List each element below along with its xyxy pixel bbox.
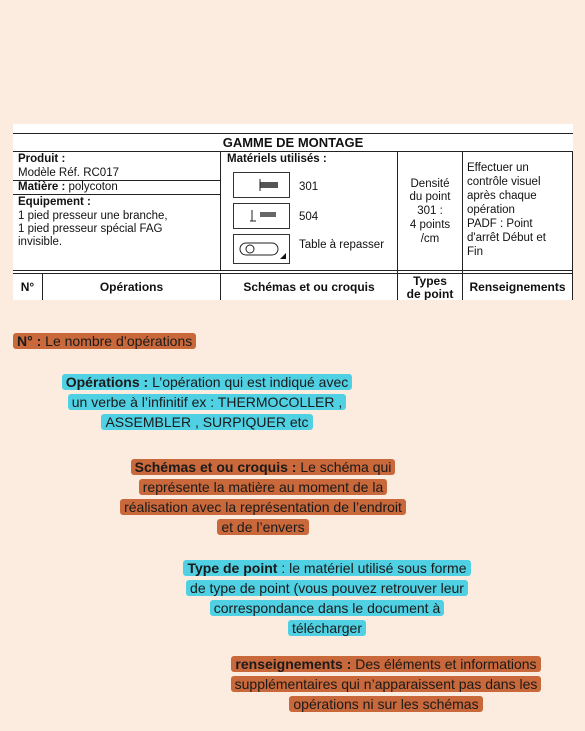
explanation-no xyxy=(13,331,196,351)
term-no: N° : xyxy=(17,333,42,349)
effectuer-line: contrôle visuel xyxy=(467,176,541,188)
densite-line: /cm xyxy=(420,233,440,245)
explanation-line: L’opération qui est indiqué avec xyxy=(148,374,349,390)
explanation-operations xyxy=(37,372,377,432)
explanation-line: un verbe à l’infinitif ex : THERMOCOLLER , xyxy=(68,394,347,410)
equipement-label: Equipement : xyxy=(18,196,91,208)
divider xyxy=(220,151,221,271)
densite-line: Densité xyxy=(410,178,450,190)
explanation-line: correspondance dans le document à xyxy=(210,600,444,616)
header-schemas: Schémas et ou croquis xyxy=(243,280,375,294)
divider xyxy=(572,151,573,300)
term-schemas: Schémas et ou croquis : xyxy=(134,459,297,475)
explanation-line: de type de point (vous pouvez retrouver leur xyxy=(186,580,468,596)
effectuer-line: Fin xyxy=(467,246,483,258)
produit-label: Produit : xyxy=(18,153,66,165)
stitch-301-icon xyxy=(233,172,290,198)
densite-line: 4 points xyxy=(409,219,451,231)
explanation-line: Des éléments et informations xyxy=(351,656,537,672)
effectuer-line: PADF : Point xyxy=(467,218,533,230)
divider xyxy=(462,151,463,300)
modele-text: Modèle Réf. RC017 xyxy=(18,167,119,179)
header-types-line1: Types xyxy=(413,274,447,288)
effectuer-line: opération xyxy=(467,204,515,216)
term-renseignements: renseignements : xyxy=(235,656,352,672)
header-types-line2: de point xyxy=(406,287,454,300)
divider xyxy=(13,273,573,274)
materiel-301: 301 xyxy=(299,181,319,193)
explanation-type-point xyxy=(157,558,497,638)
materiels-label: Matériels utilisés : xyxy=(227,153,327,165)
explanation-line: : le matériel utilisé sous forme xyxy=(277,560,467,576)
explanation-schemas xyxy=(93,457,433,537)
explanation-no-text: Le nombre d’opérations xyxy=(41,333,193,349)
explanation-line: opérations ni sur les schémas xyxy=(289,696,482,712)
explanation-line: télécharger xyxy=(288,620,366,636)
materiel-table: Table à repasser xyxy=(299,239,385,251)
explanation-line: ASSEMBLER , SURPIQUER etc xyxy=(101,414,312,430)
header-renseignements: Renseignements xyxy=(469,280,566,294)
explanation-line: supplémentaires qui n’apparaissent pas dans les xyxy=(231,676,542,692)
explanation-renseignements xyxy=(200,654,572,714)
equipement-line: invisible. xyxy=(18,236,63,248)
materiel-504: 504 xyxy=(299,211,319,223)
term-type-point: Type de point xyxy=(187,560,278,576)
sheet-title: GAMME DE MONTAGE xyxy=(13,133,573,152)
effectuer-line: après chaque xyxy=(467,190,537,202)
explanation-line: réalisation avec la représentation de l’endroit xyxy=(120,499,406,515)
header-operations: Opérations xyxy=(99,280,164,294)
montage-sheet xyxy=(13,124,573,300)
densite-line: 301 : xyxy=(417,205,443,217)
effectuer-line: Effectuer un xyxy=(467,162,529,174)
explanation-line: et de l’envers xyxy=(217,519,308,535)
term-operations: Opérations : xyxy=(65,374,149,390)
explanation-line: Le schéma qui xyxy=(296,459,392,475)
equipement-line: 1 pied presseur une branche, xyxy=(18,210,168,222)
explanation-line: représente la matière au moment de la xyxy=(139,479,387,495)
ironing-table-icon xyxy=(233,234,290,264)
header-no: N° xyxy=(20,280,35,294)
divider xyxy=(13,194,220,195)
densite-line: du point xyxy=(409,191,451,203)
matiere-row xyxy=(18,181,118,194)
divider xyxy=(13,270,573,271)
equipement-line: 1 pied presseur spécial FAG xyxy=(18,223,163,235)
stitch-504-icon xyxy=(233,203,290,229)
effectuer-line: d'arrêt Début et xyxy=(467,232,546,244)
matiere-value: polycoton xyxy=(65,181,118,193)
matiere-label: Matière : xyxy=(18,181,66,193)
